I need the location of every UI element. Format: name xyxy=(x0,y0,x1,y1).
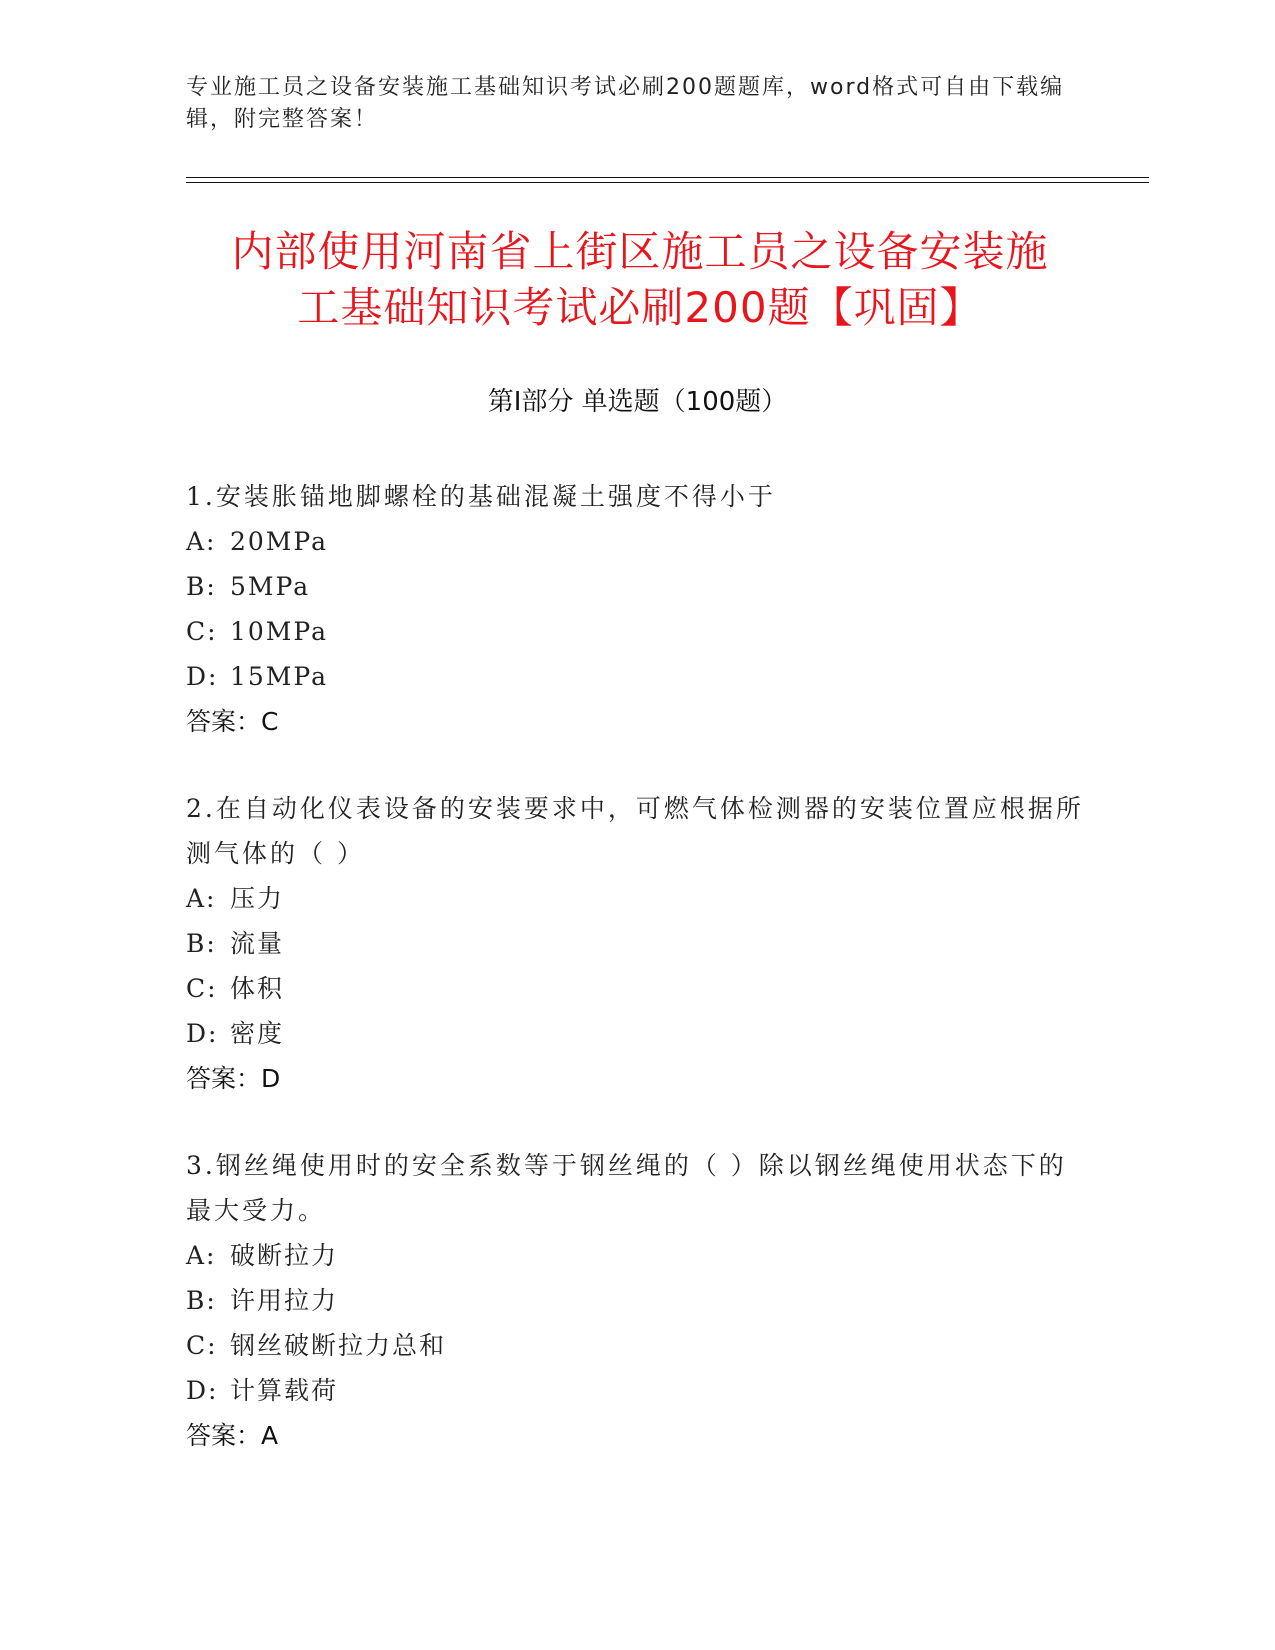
question-3 xyxy=(186,1143,1086,1458)
option-key: A: xyxy=(186,527,217,556)
answer-label: 答案： xyxy=(186,1421,262,1450)
option-key: C: xyxy=(186,617,218,646)
option-c xyxy=(186,966,1086,1011)
question-list xyxy=(186,474,1086,1500)
option-b xyxy=(186,564,1086,609)
option-value: 许用拉力 xyxy=(230,1286,339,1315)
option-a xyxy=(186,519,1086,564)
question-text: 3.钢丝绳使用时的安全系数等于钢丝绳的（ ）除以钢丝绳使用状态下的最大受力。 xyxy=(186,1151,1067,1225)
answer-value: A xyxy=(261,1421,279,1450)
answer-label: 答案： xyxy=(186,1064,262,1093)
option-value: 20MPa xyxy=(230,527,329,556)
option-d xyxy=(186,1011,1086,1056)
section-title: 第Ⅰ部分 单选题（100题） xyxy=(487,387,788,417)
question-text: 2.在自动化仪表设备的安装要求中，可燃气体检测器的安装位置应根据所测气体的（ ） xyxy=(186,794,1084,868)
option-key: C: xyxy=(186,974,218,1003)
answer xyxy=(186,1056,1086,1101)
option-d xyxy=(186,654,1086,699)
option-value: 钢丝破断拉力总和 xyxy=(230,1331,447,1360)
option-key: D: xyxy=(186,1376,219,1405)
option-value: 压力 xyxy=(230,884,285,913)
option-value: 流量 xyxy=(230,929,285,958)
option-key: B: xyxy=(186,929,217,958)
option-key: C: xyxy=(186,1331,218,1360)
header-rule-top xyxy=(186,177,1149,178)
option-value: 体积 xyxy=(230,974,285,1003)
answer-value: D xyxy=(261,1064,281,1093)
option-value: 计算载荷 xyxy=(230,1376,339,1405)
answer xyxy=(186,699,1086,744)
answer-value: C xyxy=(261,707,279,736)
option-value: 5MPa xyxy=(230,572,311,601)
header-note: 专业施工员之设备安装施工基础知识考试必刷200题题库，word格式可自由下载编辑，附完整答案！ xyxy=(186,75,1065,132)
answer xyxy=(186,1413,1086,1458)
document-title xyxy=(160,224,1120,336)
question-text: 1.安装胀锚地脚螺栓的基础混凝土强度不得小于 xyxy=(186,482,776,511)
option-d xyxy=(186,1368,1086,1413)
option-key: A: xyxy=(186,1241,217,1270)
option-key: D: xyxy=(186,662,219,691)
document-title-line-1: 内部使用河南省上街区施工员之设备安装施 xyxy=(231,227,1049,276)
option-value: 密度 xyxy=(230,1019,285,1048)
option-b xyxy=(186,1278,1086,1323)
option-b xyxy=(186,921,1086,966)
option-a xyxy=(186,876,1086,921)
question-1 xyxy=(186,474,1086,744)
option-c xyxy=(186,1323,1086,1368)
answer-label: 答案： xyxy=(186,707,262,736)
option-key: B: xyxy=(186,572,217,601)
option-key: B: xyxy=(186,1286,217,1315)
option-key: D: xyxy=(186,1019,219,1048)
document-title-line-2: 工基础知识考试必刷200题【巩固】 xyxy=(297,283,983,332)
option-value: 10MPa xyxy=(230,617,329,646)
option-a xyxy=(186,1233,1086,1278)
option-c xyxy=(186,609,1086,654)
option-value: 15MPa xyxy=(230,662,329,691)
option-key: A: xyxy=(186,884,217,913)
question-2 xyxy=(186,786,1086,1101)
header-rule-bottom xyxy=(186,182,1149,183)
option-value: 破断拉力 xyxy=(230,1241,339,1270)
